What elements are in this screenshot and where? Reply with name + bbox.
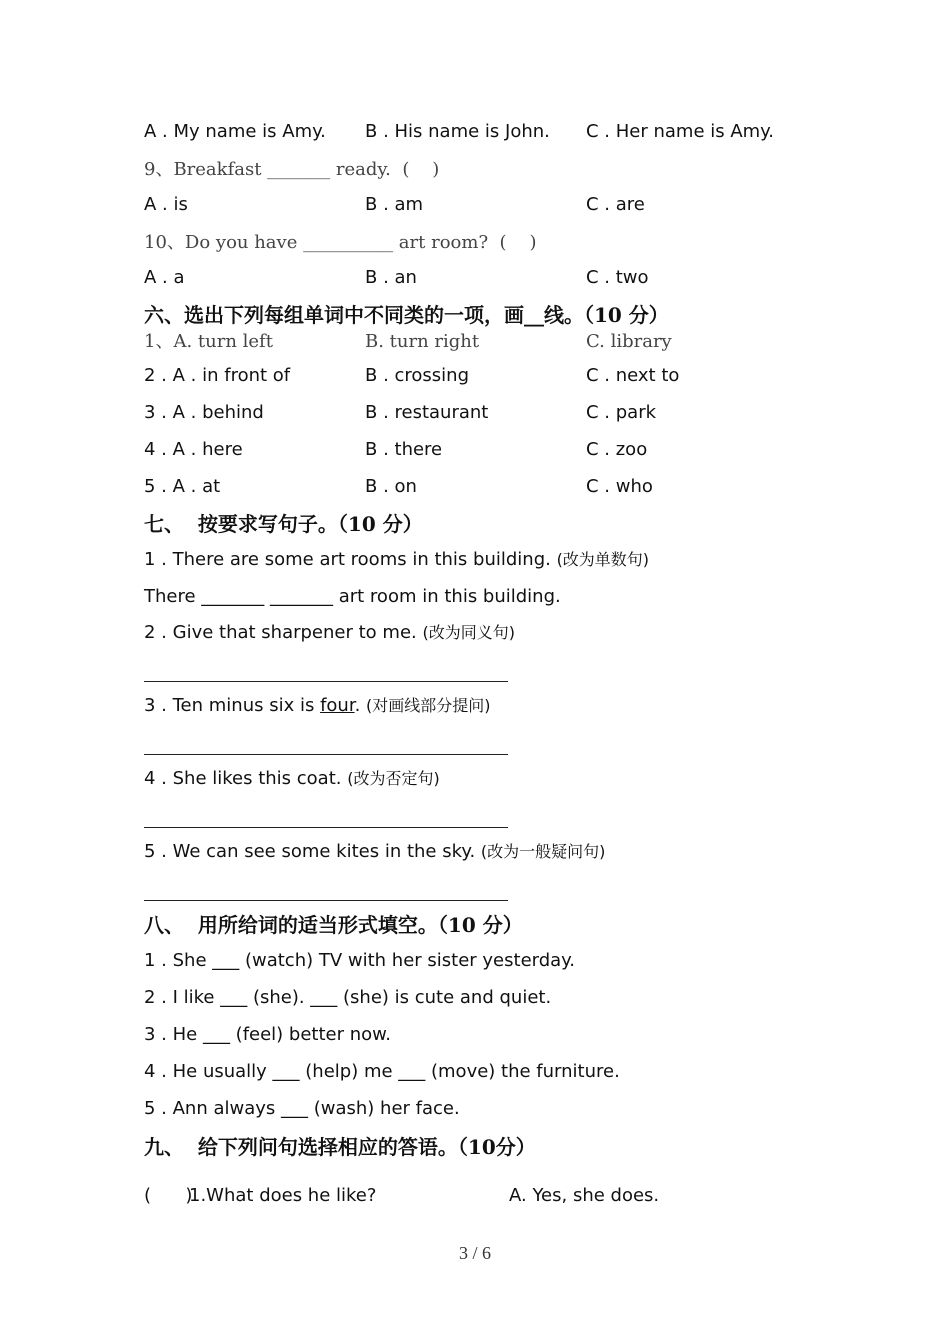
item-instruction: (改为单数句) [556,550,650,569]
section7-item-1 [144,549,649,571]
q9-option-b: B . am [365,194,424,215]
q8-option-c: C . Her name is Amy. [586,121,774,142]
section6-row5-c: C . who [586,476,653,497]
section8-title: 八、 用所给词的适当形式填空。（10 分） [144,913,523,937]
section7-item-3 [144,695,491,717]
section7-title: 七、 按要求写句子。（10 分） [144,512,423,536]
section6-row2-a: 2 . A . in front of [144,365,291,386]
section6-row2-c: C . next to [586,365,680,386]
section8-item: 5 . Ann always ___ (wash) her face. [144,1098,460,1119]
question-text: 1.What does he like? [189,1185,377,1206]
section7-item-4 [144,768,440,790]
page-number: 3 / 6 [458,1243,491,1263]
section6-row1-c: C. library [586,331,672,352]
item-text: 3 . Ten minus six is [144,695,321,716]
item-text: 2 . Give that sharpener to me. [144,622,423,643]
section8-item: 1 . She ___ (watch) TV with her sister yesterday. [144,950,575,971]
answer-line[interactable] [144,827,508,828]
section6-row3-c: C . park [586,402,657,423]
section6-title: 六、选出下列每组单词中不同类的一项，画__线。（10 分） [144,303,669,327]
q10-question: 10、Do you have __________ art room? ( ) [144,232,537,253]
item-text: 5 . We can see some kites in the sky. [144,841,481,862]
item-instruction: (对画线部分提问) [366,696,491,715]
q10-option-b: B . an [365,267,417,288]
answer-line[interactable] [144,900,508,901]
section6-row5-b: B . on [365,476,417,497]
section7-item-5 [144,841,605,863]
answer-line[interactable] [144,754,508,755]
q9-question: 9、Breakfast _______ ready. ( ) [144,159,440,180]
answer-choice-a: A. Yes, she does. [509,1185,660,1206]
q9-option-c: C . are [586,194,645,215]
answer-bracket[interactable]: ( ) [144,1185,193,1206]
section8-item: 4 . He usually ___ (help) me ___ (move) the furniture. [144,1061,620,1082]
section7-item-2 [144,622,515,644]
item-instruction: (改为否定句) [347,769,440,788]
q10-option-c: C . two [586,267,649,288]
section6-row1-a: 1、A. turn left [144,331,273,352]
item-instruction: (改为一般疑问句) [480,842,606,861]
q9-option-a: A . is [144,194,188,215]
q8-option-b: B . His name is John. [365,121,550,142]
section6-row2-b: B . crossing [365,365,470,386]
answer-line[interactable] [144,681,508,682]
section8-item: 2 . I like ___ (she). ___ (she) is cute and quiet. [144,987,552,1008]
item-text-end: . [354,695,367,716]
section6-row3-b: B . restaurant [365,402,489,423]
underlined-word: four [320,695,355,716]
section7-item-1-answer: There _______ _______ art room in this building. [144,586,561,607]
item-instruction: (改为同义句) [422,623,515,642]
section6-row3-a: 3 . A . behind [144,402,264,423]
section6-row1-b: B. turn right [365,331,480,352]
section6-row4-b: B . there [365,439,443,460]
section8-item: 3 . He ___ (feel) better now. [144,1024,391,1045]
q8-option-a: A . My name is Amy. [144,121,326,142]
section6-row5-a: 5 . A . at [144,476,221,497]
section6-row4-c: C . zoo [586,439,648,460]
item-text: 4 . She likes this coat. [144,768,348,789]
item-text: 1 . There are some art rooms in this building. [144,549,557,570]
q10-option-a: A . a [144,267,185,288]
section9-title: 九、 给下列问句选择相应的答语。（10分） [144,1135,536,1159]
section6-row4-a: 4 . A . here [144,439,243,460]
